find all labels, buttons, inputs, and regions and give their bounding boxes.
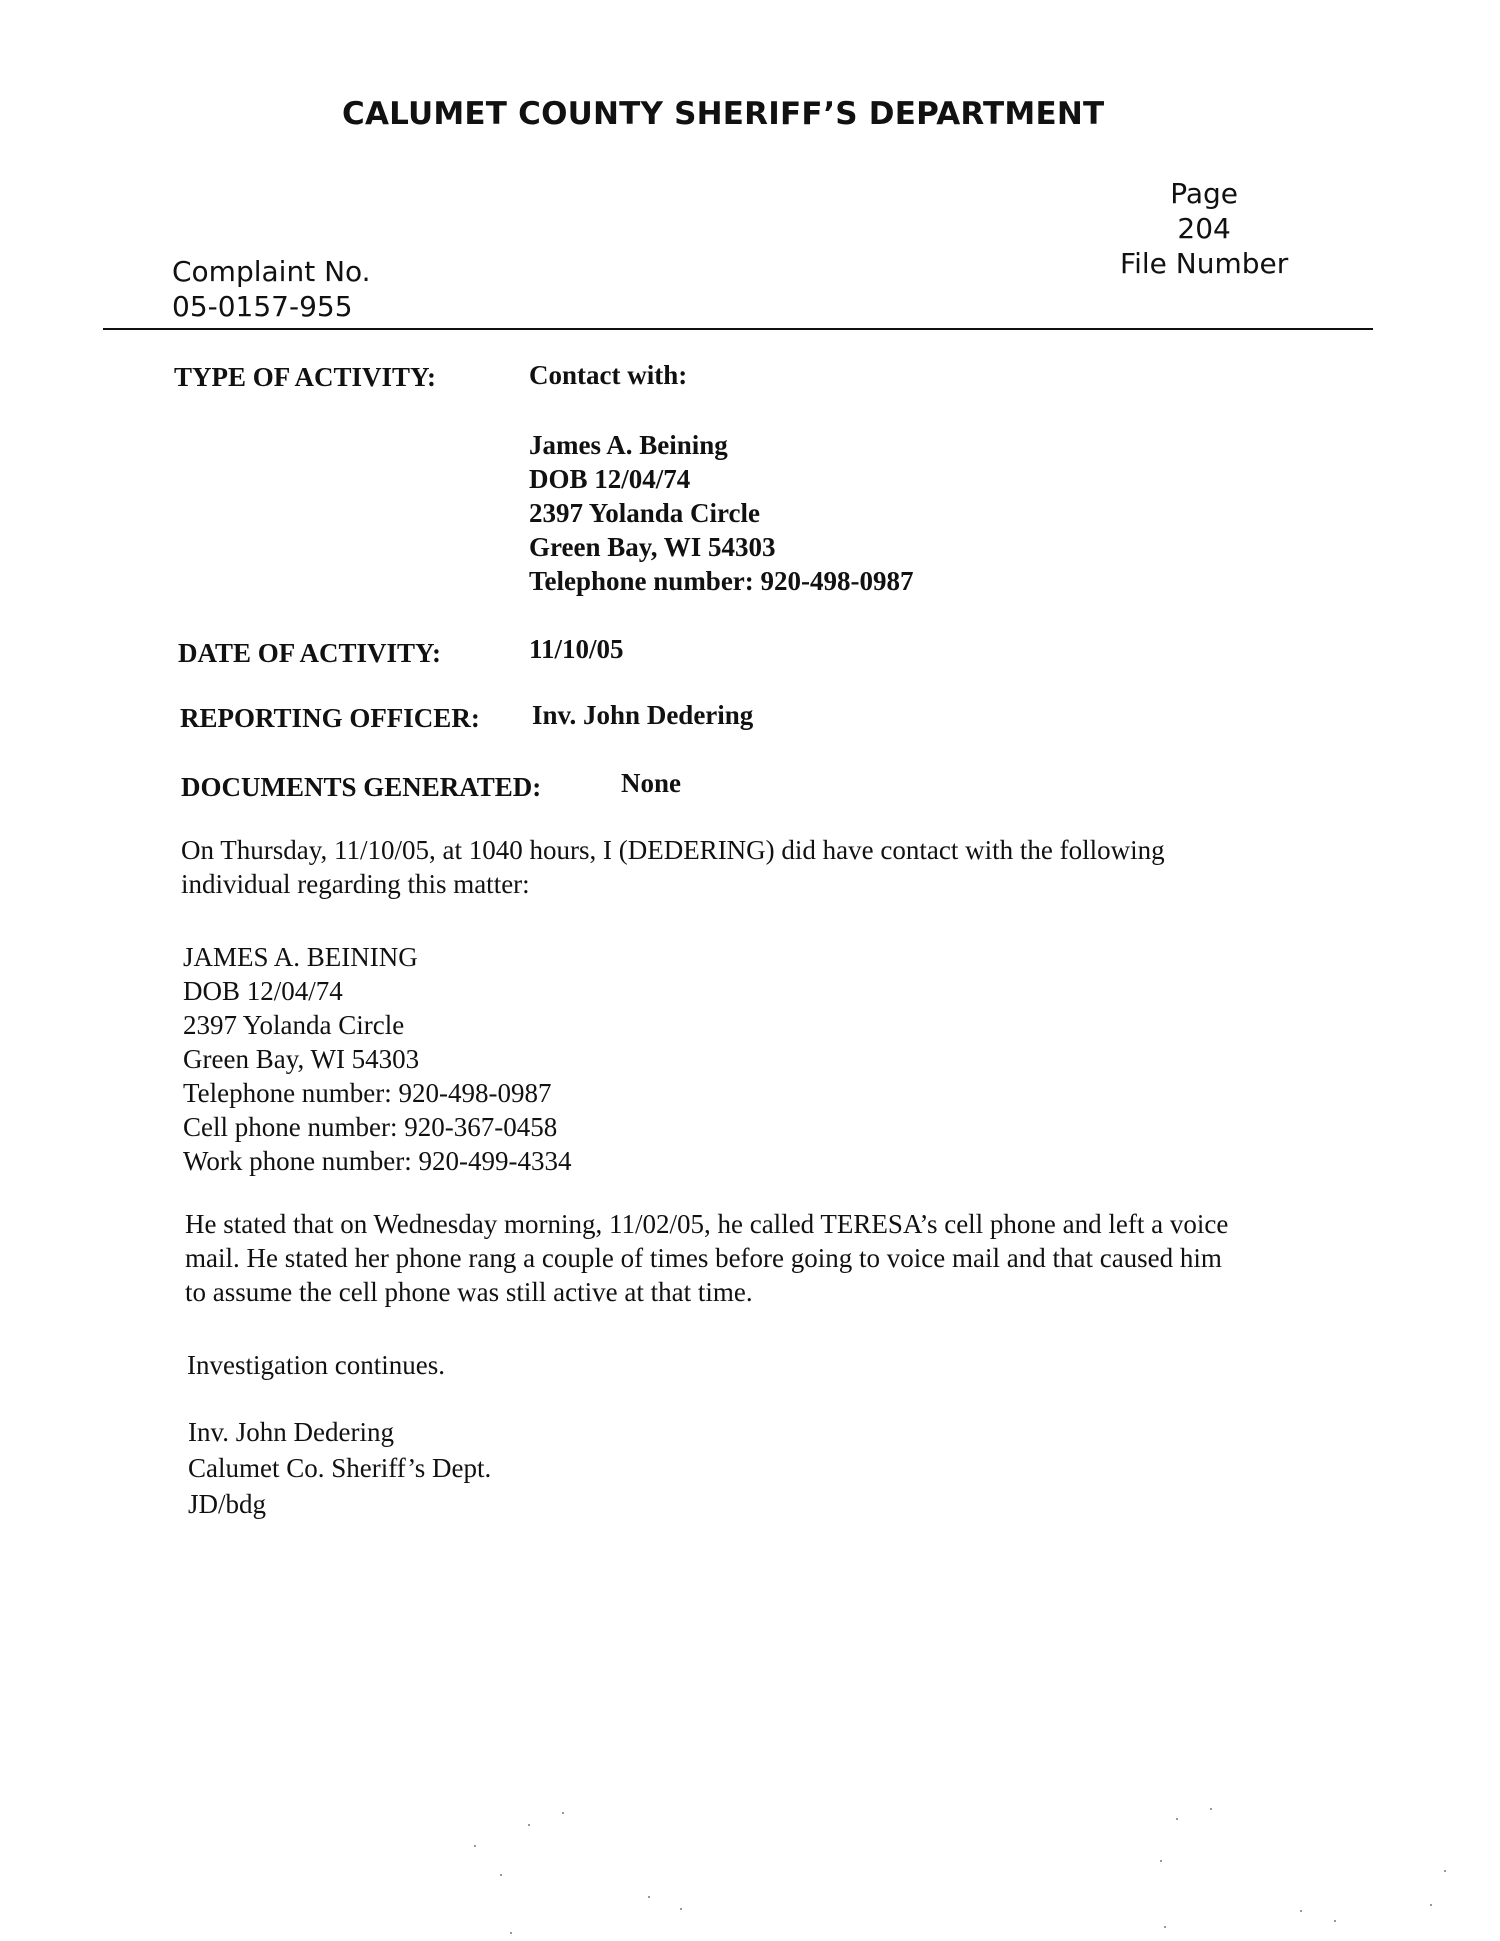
scan-speck <box>562 1812 564 1814</box>
scan-speck <box>1300 1910 1302 1912</box>
contact-street: 2397 Yolanda Circle <box>529 498 761 528</box>
scan-speck <box>510 1932 512 1934</box>
statement-paragraph <box>185 1207 1228 1309</box>
scan-speck <box>1160 1860 1162 1862</box>
person-name: JAMES A. BEINING <box>183 942 418 972</box>
contact-name: James A. Beining <box>529 430 728 460</box>
statement-line: He stated that on Wednesday morning, 11/02/05, he called TERESA’s cell phone and left a voice <box>185 1209 1229 1239</box>
person-dob: DOB 12/04/74 <box>183 976 343 1006</box>
page-number: 204 <box>1177 212 1231 245</box>
contact-city: Green Bay, WI 54303 <box>529 532 776 562</box>
person-telephone: Telephone number: 920-498-0987 <box>183 1078 552 1108</box>
complaint-info <box>172 254 371 324</box>
intro-paragraph <box>181 833 1165 901</box>
person-city: Green Bay, WI 54303 <box>183 1044 420 1074</box>
scan-speck <box>1430 1904 1432 1906</box>
signature-department: Calumet Co. Sheriff’s Dept. <box>188 1453 492 1483</box>
page-label: Page <box>1170 177 1239 210</box>
page-info <box>1120 176 1288 281</box>
scan-speck <box>1176 1818 1178 1820</box>
scan-speck <box>474 1845 476 1847</box>
scan-speck <box>528 1824 530 1826</box>
contact-dob: DOB 12/04/74 <box>529 464 691 494</box>
type-of-activity-label: TYPE OF ACTIVITY: <box>174 362 437 392</box>
continuation-note: Investigation continues. <box>187 1350 445 1380</box>
scan-speck <box>1210 1808 1212 1810</box>
statement-line: to assume the cell phone was still active at that time. <box>185 1277 753 1307</box>
reporting-officer-label: REPORTING OFFICER: <box>180 703 480 733</box>
person-work-phone: Work phone number: 920-499-4334 <box>183 1146 572 1176</box>
signature-name: Inv. John Dedering <box>188 1417 394 1447</box>
documents-generated-value: None <box>621 768 681 798</box>
complaint-label: Complaint No. <box>172 255 371 288</box>
complaint-number: 05-0157-955 <box>172 290 353 323</box>
file-number-label: File Number <box>1120 247 1289 280</box>
scan-speck <box>1164 1926 1166 1928</box>
department-title: CALUMET COUNTY SHERIFF’S DEPARTMENT <box>342 96 1105 132</box>
scan-speck <box>648 1896 650 1898</box>
person-cell-phone: Cell phone number: 920-367-0458 <box>183 1112 558 1142</box>
date-of-activity-label: DATE OF ACTIVITY: <box>178 638 442 668</box>
signature-block <box>188 1414 491 1522</box>
person-details <box>183 940 572 1178</box>
person-street: 2397 Yolanda Circle <box>183 1010 405 1040</box>
scan-speck <box>1444 1870 1446 1872</box>
intro-line: On Thursday, 11/10/05, at 1040 hours, I (DEDERING) did have contact with the following <box>181 835 1165 865</box>
reporting-officer-value: Inv. John Dedering <box>532 700 754 730</box>
intro-line: individual regarding this matter: <box>181 869 530 899</box>
header-divider <box>103 328 1373 330</box>
scan-speck <box>500 1874 502 1876</box>
contact-telephone: Telephone number: 920-498-0987 <box>529 566 914 596</box>
scan-speck <box>680 1908 682 1910</box>
date-of-activity-value: 11/10/05 <box>529 634 624 664</box>
contact-details <box>529 428 914 598</box>
signature-initials: JD/bdg <box>188 1489 267 1519</box>
type-of-activity-value: Contact with: <box>529 360 688 390</box>
documents-generated-label: DOCUMENTS GENERATED: <box>181 772 542 802</box>
scan-speck <box>1334 1920 1336 1922</box>
statement-line: mail. He stated her phone rang a couple of times before going to voice mail and that caused him <box>185 1243 1222 1273</box>
